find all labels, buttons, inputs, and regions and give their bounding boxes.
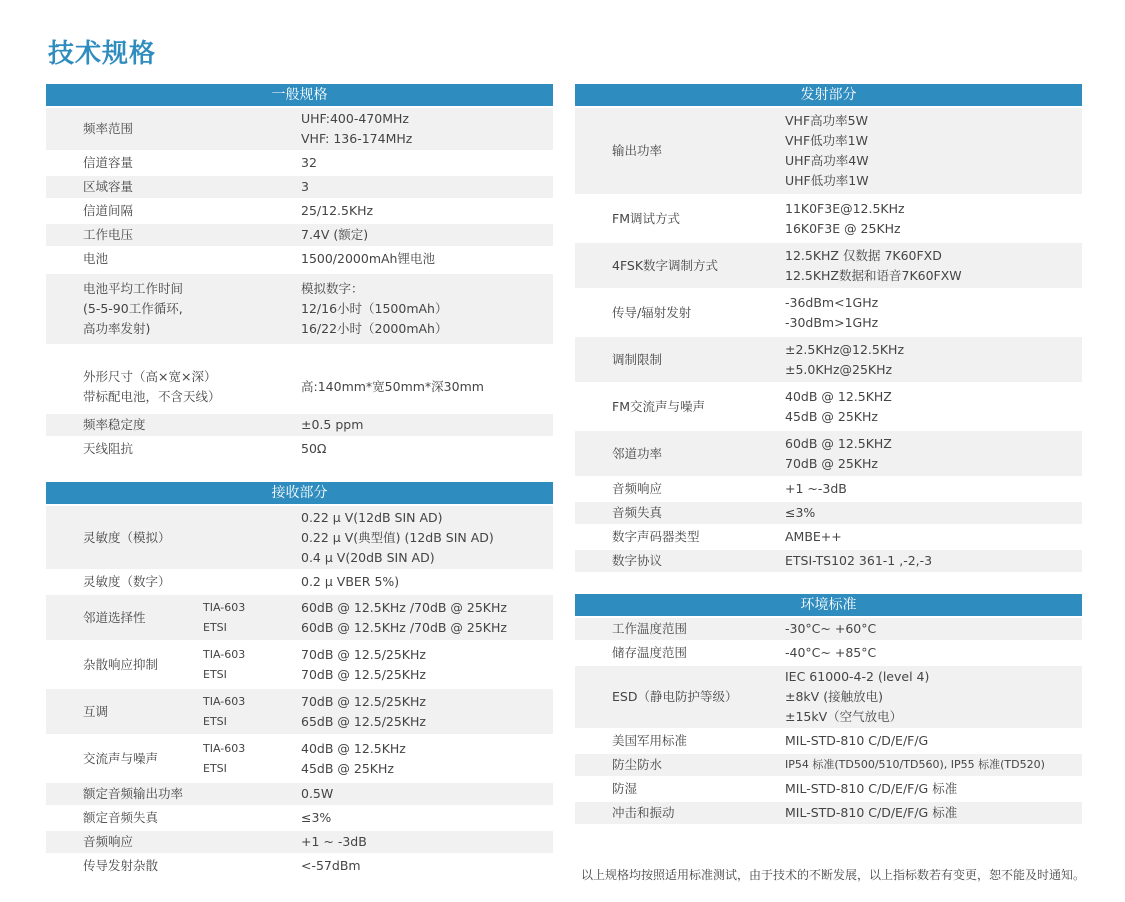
spec-row: [46, 360, 553, 412]
spec-standard-line: TIA-603: [203, 600, 246, 614]
spec-value-line: -30°C~ +60°C: [785, 621, 877, 636]
spec-value-line: 0.4 μ V(20dB SIN AD): [301, 549, 435, 565]
spec-label-line: 传导发射杂散: [83, 858, 159, 873]
spec-label: [46, 279, 301, 339]
spec-label-line: 天线阻抗: [83, 441, 134, 456]
spec-value: [301, 739, 406, 779]
spec-value-line: 32: [301, 155, 317, 170]
spec-label: [46, 153, 301, 173]
spec-row: [46, 272, 553, 344]
spec-standard-line: TIA-603: [203, 647, 246, 661]
spec-value-line: IEC 61000-4-2 (level 4): [785, 669, 930, 684]
spec-row: [46, 829, 553, 853]
spec-value-line: 0.22 μ V(典型值) (12dB SIN AD): [301, 529, 494, 545]
spec-standard: [203, 645, 301, 685]
row-spacer: [46, 344, 553, 360]
spec-standard: [203, 598, 301, 638]
spec-label-line: 区域容量: [83, 179, 134, 194]
spec-value: [301, 153, 317, 173]
spec-value: [785, 755, 1045, 775]
spec-row: [575, 664, 1082, 728]
spec-row: [575, 476, 1082, 500]
spec-label-line: 调制限制: [612, 351, 663, 367]
spec-label: [575, 141, 785, 161]
spec-value: [301, 415, 363, 435]
spec-row: [575, 776, 1082, 800]
spec-rows: [46, 504, 553, 877]
spec-section: [46, 482, 553, 877]
spec-row: [46, 222, 553, 246]
spec-value: [301, 201, 373, 221]
spec-label: [575, 503, 785, 523]
spec-label-line: 冲击和振动: [612, 805, 675, 820]
spec-value: [785, 551, 932, 571]
section-header: 一般规格: [46, 84, 553, 106]
spec-label: [46, 572, 301, 592]
spec-value-line: -40°C~ +85°C: [785, 645, 877, 660]
spec-row: [46, 174, 553, 198]
spec-value-line: 70dB @ 25KHz: [785, 455, 878, 471]
spec-value: [785, 527, 842, 547]
spec-label: [46, 784, 301, 804]
spec-section: [46, 84, 553, 460]
spec-row: [575, 728, 1082, 752]
spec-row: [46, 150, 553, 174]
spec-row: [46, 246, 553, 270]
spec-value-line: 12.5KHZ数据和语音7K60FXW: [785, 267, 962, 283]
spec-value-line: ≤3%: [301, 810, 332, 825]
spec-value: [785, 803, 957, 823]
spec-row: [575, 382, 1082, 429]
spec-value-line: 60dB @ 12.5KHz /70dB @ 25KHz: [301, 619, 507, 635]
spec-label: [46, 119, 301, 139]
spec-value: [785, 643, 876, 663]
spec-value-line: ≤3%: [785, 505, 816, 520]
spec-row: [575, 524, 1082, 548]
spec-standard-line: TIA-603: [203, 741, 246, 755]
spec-value-line: 0.22 μ V(12dB SIN AD): [301, 509, 443, 525]
spec-value: [785, 779, 957, 799]
spec-value-line: 1500/2000mAh锂电池: [301, 251, 435, 266]
spec-value-line: 11K0F3E@12.5KHz: [785, 200, 905, 216]
spec-label-line: 电池: [83, 251, 109, 266]
spec-label: [575, 209, 785, 229]
spec-label-line: 电池平均工作时间: [83, 281, 184, 296]
spec-label-line: FM交流声与噪声: [612, 398, 705, 414]
spec-label-line: 额定音频输出功率: [83, 786, 184, 801]
spec-label-line: FM调试方式: [612, 210, 680, 226]
spec-label-line: 工作电压: [83, 227, 134, 242]
spec-row: [575, 752, 1082, 776]
spec-label: [46, 367, 301, 407]
spec-label-line: 储存温度范围: [612, 645, 688, 660]
spec-label-line: 额定音频失真: [83, 810, 159, 825]
spec-row: [46, 640, 553, 687]
spec-standard-line: ETSI: [203, 761, 227, 775]
spec-label: [575, 731, 785, 751]
spec-label-line: 信道容量: [83, 155, 134, 170]
spec-value: [301, 856, 361, 876]
spec-label: [46, 832, 301, 852]
spec-value: [785, 293, 878, 333]
spec-row: [46, 198, 553, 222]
spec-value: [785, 111, 869, 191]
spec-value-line: 3: [301, 179, 309, 194]
spec-value-line: VHF高功率5W: [785, 113, 868, 128]
spec-label-line: 传导/辐射发射: [612, 304, 692, 320]
spec-label: [575, 303, 785, 323]
spec-label: [46, 225, 301, 245]
spec-label-line: 杂散响应抑制: [83, 656, 159, 672]
spec-value: [785, 387, 892, 427]
spec-value-line: 12/16小时（1500mAh）: [301, 301, 448, 316]
spec-value: [301, 225, 368, 245]
spec-value: [301, 279, 448, 339]
spec-value: [785, 246, 962, 286]
spec-label: [46, 439, 301, 459]
spec-row: [575, 429, 1082, 476]
spec-label-line: 音频响应: [612, 481, 663, 496]
spec-label-line: 灵敏度（模拟）: [83, 529, 171, 545]
spec-label: [575, 397, 785, 417]
footnote: 以上规格均按照适用标准测试，由于技术的不断发展，以上指标数若有变更，恕不能及时通知。: [580, 868, 1085, 882]
spec-label: [575, 779, 785, 799]
spec-value-line: 45dB @ 25KHz: [785, 408, 878, 424]
spec-label-line: 防湿: [612, 781, 638, 796]
spec-standard: [203, 692, 301, 732]
spec-row: [46, 412, 553, 436]
spec-value-line: 0.5W: [301, 786, 334, 801]
spec-label-line: 互调: [83, 703, 109, 719]
spec-label: [575, 479, 785, 499]
spec-value-line: UHF低功率1W: [785, 173, 869, 188]
spec-value: [301, 808, 331, 828]
spec-value-line: +1 ~-3dB: [785, 481, 847, 496]
spec-standard-line: ETSI: [203, 620, 227, 634]
spec-value-line: 45dB @ 25KHz: [301, 760, 394, 776]
spec-value-line: UHF:400-470MHz: [301, 111, 409, 126]
spec-label-line: 高功率发射): [83, 321, 151, 336]
right-column: [575, 84, 1082, 824]
spec-value-line: 40dB @ 12.5KHz: [301, 740, 406, 756]
spec-row: [46, 569, 553, 593]
spec-row: [575, 640, 1082, 664]
spec-value-line: ±5.0KHz@25KHz: [785, 361, 893, 377]
spec-label: [46, 201, 301, 221]
spec-value: [785, 479, 847, 499]
spec-label-line: 防尘防水: [612, 757, 663, 772]
spec-value-line: ETSI-TS102 361-1 ,-2,-3: [785, 553, 933, 568]
spec-value-line: 60dB @ 12.5KHz /70dB @ 25KHz: [301, 599, 507, 615]
spec-value-line: ±8kV (接触放电): [785, 689, 883, 704]
spec-label: [575, 619, 785, 639]
spec-row: [575, 194, 1082, 241]
spec-value-line: UHF高功率4W: [785, 153, 869, 168]
spec-value-line: 7.4V (额定): [301, 227, 369, 242]
spec-label: [46, 856, 301, 876]
spec-label-line: 灵敏度（数字）: [83, 574, 171, 589]
spec-value-line: VHF低功率1W: [785, 133, 868, 148]
spec-row: [46, 687, 553, 734]
spec-label: [575, 803, 785, 823]
spec-value-line: 70dB @ 12.5/25KHz: [301, 646, 426, 662]
spec-label: [46, 177, 301, 197]
spec-row: [46, 805, 553, 829]
spec-label: [46, 749, 203, 769]
spec-value-line: 65dB @ 12.5/25KHz: [301, 713, 426, 729]
spec-value: [785, 503, 815, 523]
spec-value-line: VHF: 136-174MHz: [301, 131, 413, 146]
spec-value-line: 0.2 μ VBER 5%): [301, 574, 400, 589]
spec-label-line: 邻道选择性: [83, 609, 146, 625]
spec-section: [575, 84, 1082, 572]
spec-label-line: 4FSK数字调制方式: [612, 257, 719, 273]
spec-value-line: IP54 标准(TD500/510/TD560), IP55 标准(TD520): [785, 758, 1045, 771]
spec-value: [301, 508, 494, 568]
spec-row: [46, 593, 553, 640]
spec-value: [785, 199, 905, 239]
spec-label-line: 交流声与噪声: [83, 750, 159, 766]
spec-row: [575, 800, 1082, 824]
spec-value-line: 40dB @ 12.5KHZ: [785, 388, 892, 404]
spec-label: [575, 755, 785, 775]
spec-row: [575, 241, 1082, 288]
spec-row: [46, 106, 553, 150]
spec-value: [785, 731, 928, 751]
spec-value: [301, 784, 333, 804]
spec-label: [46, 702, 203, 722]
spec-value-line: 模拟数字：: [301, 281, 364, 296]
spec-row: [46, 734, 553, 781]
spec-value-line: AMBE++: [785, 529, 842, 544]
spec-row: [46, 436, 553, 460]
spec-row: [575, 500, 1082, 524]
spec-rows: [46, 106, 553, 460]
spec-label-line: 数字声码器类型: [612, 529, 700, 544]
spec-value: [301, 832, 367, 852]
spec-label: [575, 527, 785, 547]
spec-label: [575, 444, 785, 464]
spec-label: [575, 350, 785, 370]
spec-value-line: 12.5KHZ 仅数据 7K60FXD: [785, 247, 942, 263]
spec-label-line: 音频响应: [83, 834, 134, 849]
spec-label-line: 音频失真: [612, 505, 663, 520]
spec-value-line: MIL-STD-810 C/D/E/F/G 标准: [785, 805, 958, 820]
spec-label: [575, 551, 785, 571]
spec-value-line: MIL-STD-810 C/D/E/F/G 标准: [785, 781, 958, 796]
spec-value: [301, 249, 435, 269]
spec-rows: [575, 106, 1082, 572]
spec-value-line: ±15kV（空气放电）: [785, 709, 903, 724]
spec-value-line: 高:140mm*宽50mm*深30mm: [301, 379, 484, 394]
spec-label-line: 美国军用标准: [612, 733, 688, 748]
spec-label-line: 外形尺寸（高×宽×深）: [83, 369, 217, 384]
section-header: 接收部分: [46, 482, 553, 504]
spec-label-line: 带标配电池，不含天线）: [83, 389, 221, 404]
spec-label-line: 邻道功率: [612, 445, 663, 461]
spec-value-line: 16/22小时（2000mAh）: [301, 321, 448, 336]
spec-label: [575, 687, 785, 707]
spec-label: [46, 608, 203, 628]
spec-label: [575, 256, 785, 276]
spec-standard-line: ETSI: [203, 667, 227, 681]
spec-value: [785, 667, 929, 727]
spec-label: [46, 808, 301, 828]
spec-value-line: 16K0F3E @ 25KHz: [785, 220, 901, 236]
spec-value-line: -36dBm<1GHz: [785, 294, 879, 310]
spec-value: [301, 645, 426, 685]
spec-value-line: -30dBm>1GHz: [785, 314, 879, 330]
spec-label: [575, 643, 785, 663]
section-header: 环境标准: [575, 594, 1082, 616]
spec-value: [301, 692, 426, 732]
spec-value-line: 25/12.5KHz: [301, 203, 374, 218]
spec-label: [46, 415, 301, 435]
spec-standard-line: ETSI: [203, 714, 227, 728]
spec-value: [301, 109, 412, 149]
spec-value-line: 70dB @ 12.5/25KHz: [301, 666, 426, 682]
spec-value: [301, 572, 399, 592]
spec-row: [575, 335, 1082, 382]
spec-value: [301, 598, 507, 638]
page-title: 技术规格: [48, 39, 157, 69]
spec-value-line: ±2.5KHz@12.5KHz: [785, 341, 905, 357]
spec-value-line: 50Ω: [301, 441, 327, 456]
spec-value: [785, 340, 904, 380]
spec-label: [46, 655, 203, 675]
spec-value-line: MIL-STD-810 C/D/E/F/G: [785, 733, 929, 748]
spec-standard-line: TIA-603: [203, 694, 246, 708]
spec-value: [301, 439, 326, 459]
spec-value: [301, 177, 309, 197]
spec-label-line: 数字协议: [612, 553, 663, 568]
spec-label-line: 频率稳定度: [83, 417, 146, 432]
spec-row: [575, 616, 1082, 640]
spec-label: [46, 528, 301, 548]
spec-value-line: <-57dBm: [301, 858, 361, 873]
spec-row: [46, 853, 553, 877]
spec-value: [785, 434, 892, 474]
left-column: [46, 84, 553, 877]
spec-value-line: +1 ~ -3dB: [301, 834, 367, 849]
spec-row: [46, 781, 553, 805]
spec-row: [575, 106, 1082, 194]
spec-value-line: 70dB @ 12.5/25KHz: [301, 693, 426, 709]
spec-label-line: 输出功率: [612, 143, 663, 158]
spec-row: [575, 548, 1082, 572]
spec-value-line: ±0.5 ppm: [301, 417, 364, 432]
spec-section: [575, 594, 1082, 824]
spec-rows: [575, 616, 1082, 824]
spec-value-line: 60dB @ 12.5KHZ: [785, 435, 892, 451]
spec-label-line: (5-5-90工作循环,: [83, 301, 183, 316]
section-header: 发射部分: [575, 84, 1082, 106]
spec-row: [575, 288, 1082, 335]
spec-label-line: 工作温度范围: [612, 621, 688, 636]
spec-row: [46, 504, 553, 569]
spec-label: [46, 249, 301, 269]
spec-label-line: 信道间隔: [83, 203, 134, 218]
spec-standard: [203, 739, 301, 779]
spec-value: [301, 377, 484, 397]
spec-label-line: ESD（静电防护等级）: [612, 689, 738, 704]
spec-value: [785, 619, 876, 639]
spec-label-line: 频率范围: [83, 121, 134, 136]
